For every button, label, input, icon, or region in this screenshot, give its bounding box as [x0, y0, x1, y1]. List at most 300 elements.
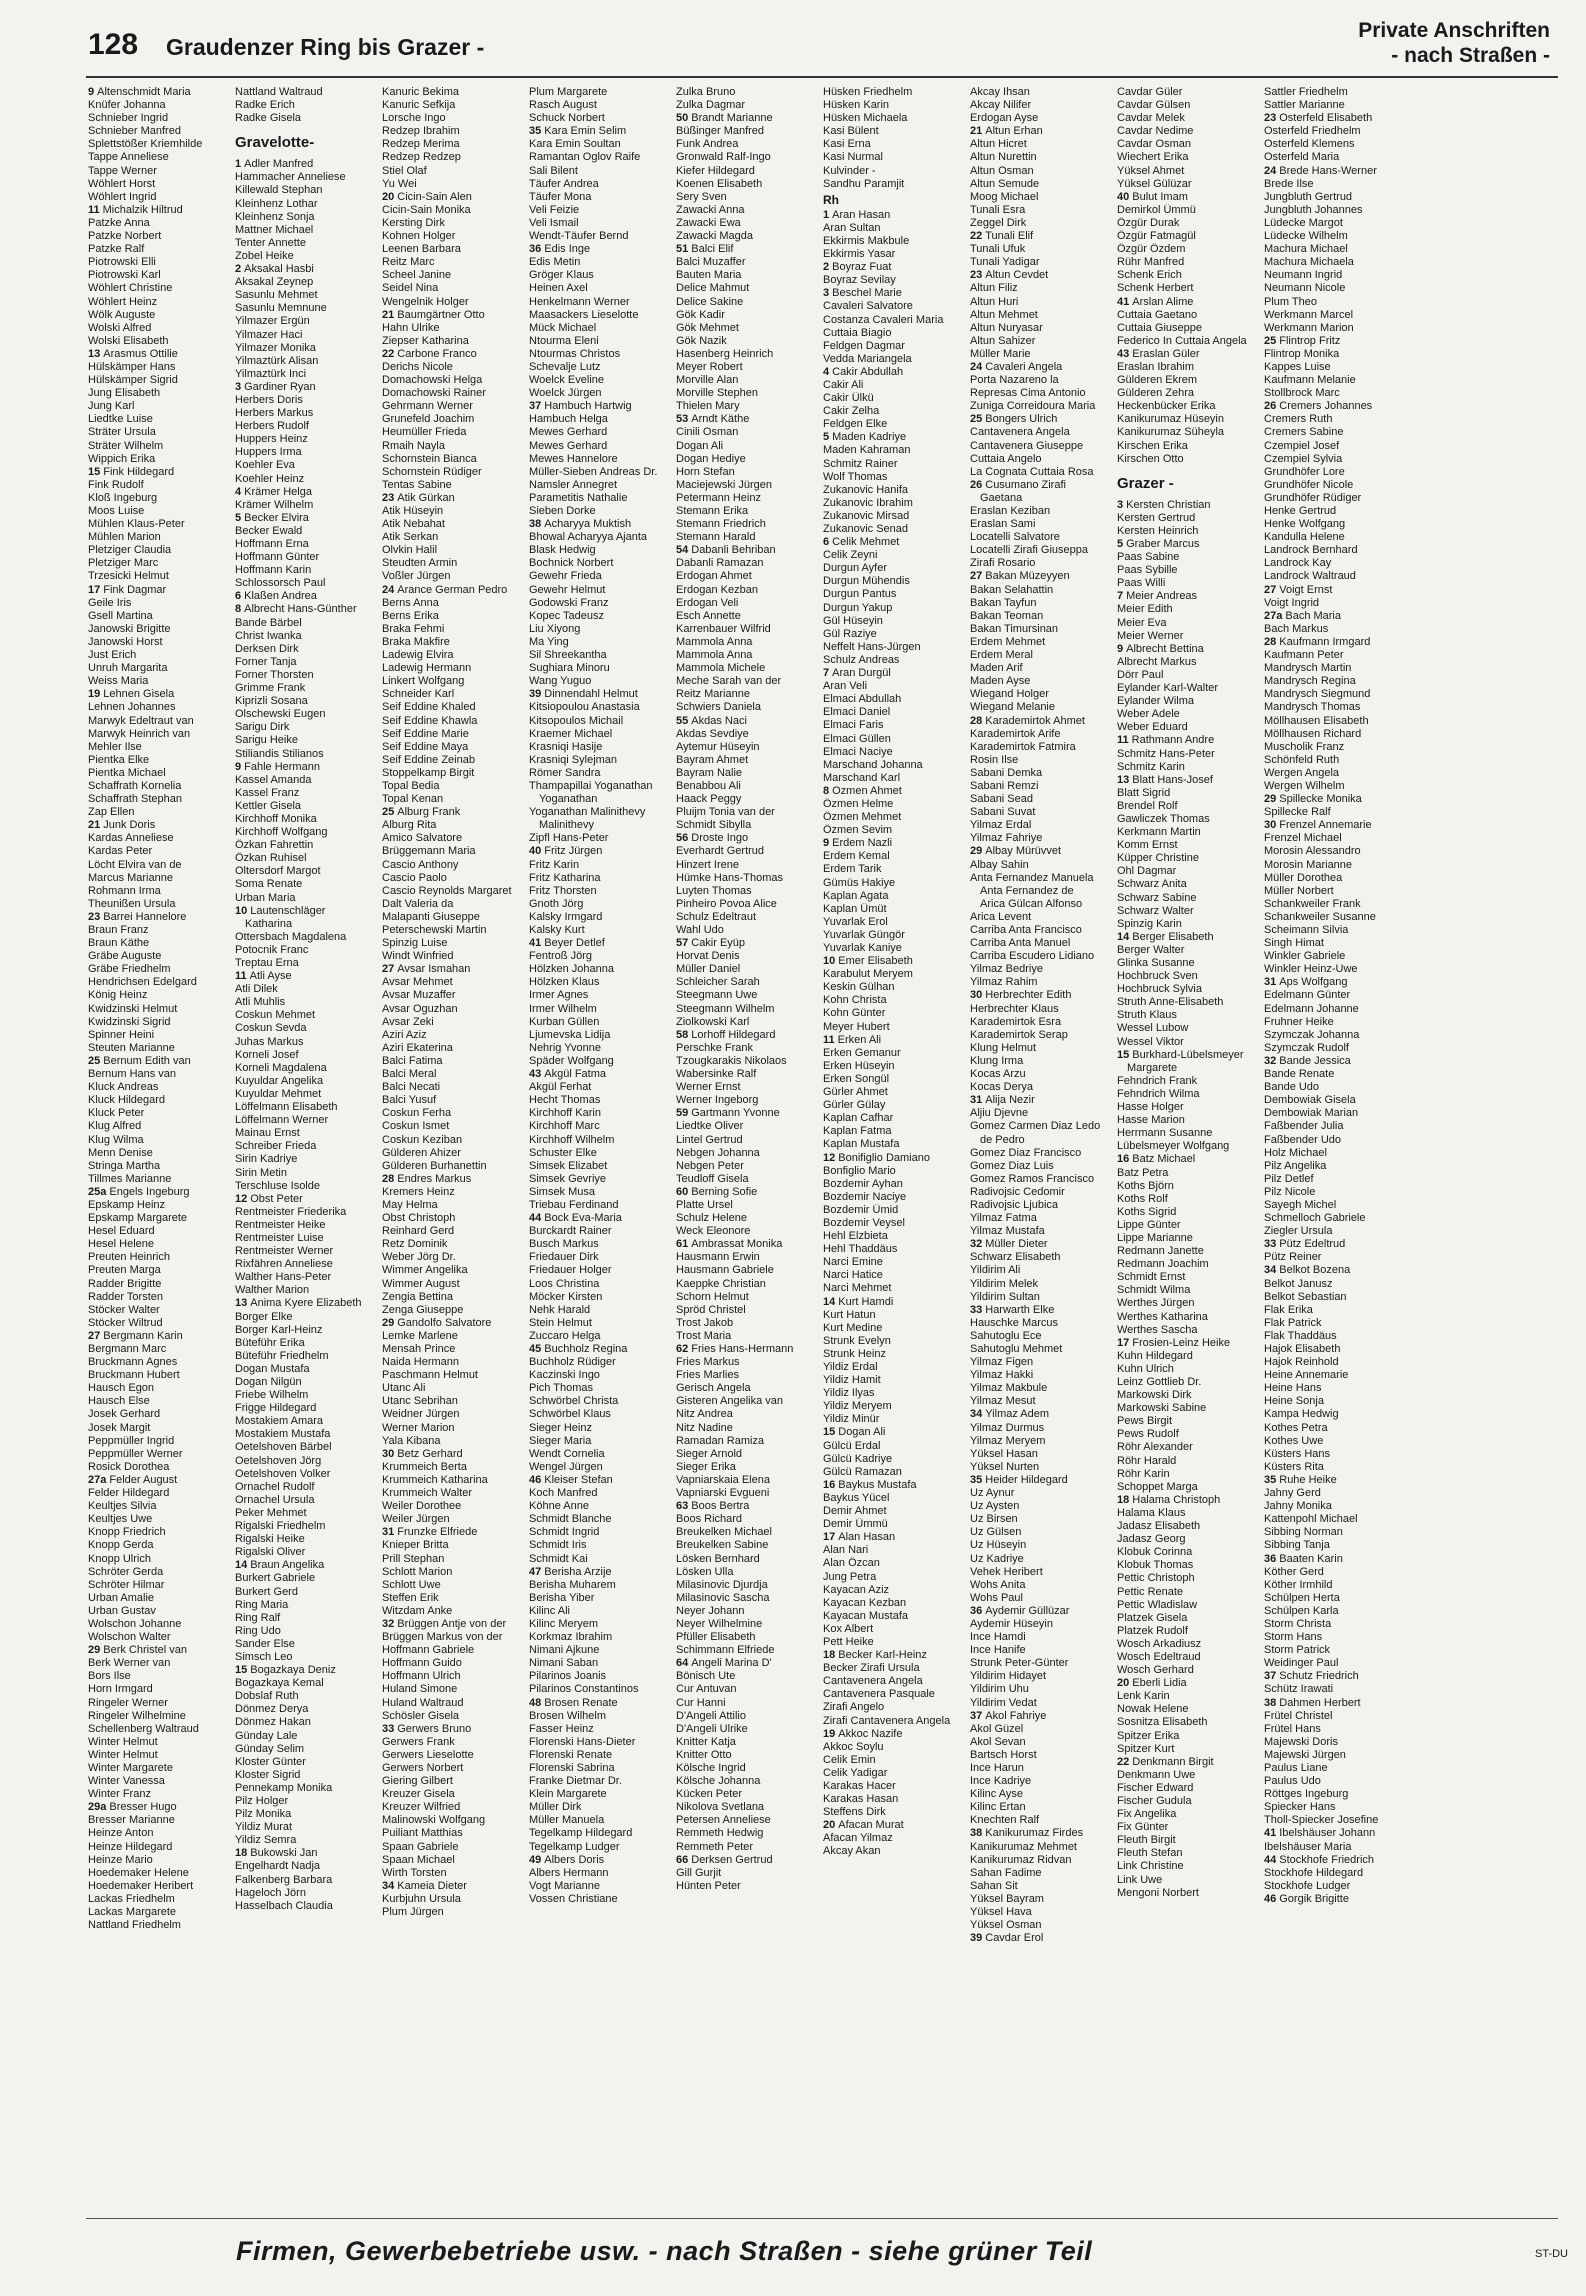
resident-name: Werner Marion — [382, 1421, 455, 1434]
directory-entry — [88, 675, 229, 688]
house-number: 36 — [529, 243, 542, 256]
directory-entry — [88, 1173, 229, 1186]
directory-entry — [529, 701, 670, 714]
directory-entry — [970, 1827, 1111, 1840]
directory-entry — [823, 1322, 964, 1335]
directory-entry — [970, 688, 1111, 701]
directory-entry — [382, 570, 523, 583]
directory-entry — [529, 1094, 670, 1107]
directory-entry — [382, 859, 523, 872]
directory-entry — [970, 466, 1111, 479]
directory-entry — [382, 1487, 523, 1500]
directory-entry — [382, 911, 523, 924]
resident-name: Kalsky Kurt — [529, 924, 585, 936]
directory-entry — [1264, 793, 1405, 806]
directory-entry — [970, 636, 1111, 649]
resident-name: Steegmann Uwe — [676, 989, 758, 1002]
resident-name: Özkan Fahrettin — [235, 839, 314, 852]
directory-entry — [382, 1356, 523, 1369]
house-number: 22 — [970, 230, 983, 243]
resident-name: Moos Luise — [88, 505, 145, 517]
directory-entry — [529, 309, 670, 322]
resident-name: Nehrig Yvonne — [529, 1041, 601, 1054]
resident-name: Lorhoff Hildegard — [691, 1028, 776, 1041]
directory-entry — [1264, 584, 1405, 597]
directory-entry — [1264, 1710, 1405, 1723]
directory-entry — [529, 1291, 670, 1304]
directory-entry — [235, 538, 376, 551]
resident-name: Yildiz Meryem — [823, 1400, 892, 1413]
resident-name: Malinithevy — [539, 819, 595, 832]
directory-entry — [382, 243, 523, 256]
resident-name: Yilmaz Mesut — [970, 1395, 1036, 1408]
directory-entry — [529, 1160, 670, 1173]
resident-name: Tegelkamp Ludger — [529, 1840, 620, 1853]
directory-entry — [1117, 387, 1258, 400]
resident-name: Wirth Torsten — [382, 1866, 447, 1879]
resident-name: Cantavenera Angela — [970, 426, 1070, 439]
resident-name: Berns Erika — [382, 609, 439, 622]
resident-name: Möllhausen Richard — [1264, 727, 1362, 740]
directory-entry — [88, 1369, 229, 1382]
directory-entry — [382, 1055, 523, 1068]
resident-name: Wolschon Johanne — [88, 1617, 182, 1630]
resident-name: Sosnitza Elisabeth — [1117, 1716, 1208, 1729]
directory-entry — [676, 1304, 817, 1317]
directory-entry — [529, 1644, 670, 1657]
directory-entry — [88, 950, 229, 963]
directory-entry — [382, 1605, 523, 1618]
directory-entry — [676, 793, 817, 806]
resident-name: Pütz Reiner — [1264, 1251, 1322, 1264]
directory-entry — [88, 1592, 229, 1605]
resident-name: Schevalje Lutz — [529, 360, 601, 373]
directory-entry — [529, 1566, 670, 1579]
resident-name: Avsar Ismahan — [397, 963, 471, 976]
directory-entry — [88, 1317, 229, 1330]
directory-entry — [235, 276, 376, 289]
resident-name: Erken Gemanur — [823, 1046, 901, 1059]
house-number: 51 — [676, 243, 689, 256]
directory-entry — [1117, 1258, 1258, 1271]
resident-name: Sattler Friedhelm — [1264, 86, 1348, 98]
resident-name: Braun Franz — [88, 924, 149, 936]
resident-name: Kwidzinski Helmut — [88, 1002, 178, 1015]
directory-entry — [88, 191, 229, 204]
resident-name: Berger Walter — [1117, 943, 1185, 956]
directory-entry — [235, 1586, 376, 1599]
directory-entry — [88, 86, 229, 99]
directory-entry — [529, 1147, 670, 1160]
resident-name: Lintel Gertrud — [676, 1133, 743, 1146]
resident-name: Gök Mehmet — [676, 321, 739, 334]
directory-entry — [235, 1219, 376, 1232]
resident-name: Cicin-Sain Alen — [397, 190, 472, 203]
resident-name: Avsar Muzaffer — [382, 989, 456, 1002]
resident-name: Kiefer Hildegard — [676, 164, 755, 177]
directory-entry — [676, 767, 817, 780]
directory-column-5 — [676, 86, 823, 2190]
resident-name: Aziri Ekaterina — [382, 1041, 453, 1054]
resident-name: Link Uwe — [1117, 1873, 1163, 1886]
directory-entry — [1264, 518, 1405, 531]
resident-name: Marcus Marianne — [88, 871, 173, 884]
resident-name: Eylander Wilma — [1117, 695, 1195, 708]
directory-entry — [1264, 374, 1405, 387]
resident-name: Herbrechter Edith — [985, 989, 1072, 1002]
directory-entry — [382, 623, 523, 636]
resident-name: Gerwers Bruno — [397, 1722, 472, 1735]
resident-name: Flintrop Monika — [1264, 347, 1340, 360]
resident-name: Özgür Fatmagül — [1117, 230, 1196, 243]
resident-name: Sahan Sit — [970, 1879, 1018, 1892]
directory-entry — [1117, 852, 1258, 865]
directory-entry — [823, 719, 964, 732]
house-number: 17 — [823, 1531, 836, 1544]
directory-entry — [823, 1793, 964, 1806]
resident-name: Büteführ Friedhelm — [235, 1349, 329, 1362]
resident-name: Kasi Nurmal — [823, 151, 883, 164]
directory-entry — [1117, 1481, 1258, 1494]
directory-entry — [382, 1697, 523, 1710]
house-number: 54 — [676, 544, 689, 557]
directory-entry — [1264, 1304, 1405, 1317]
directory-entry — [823, 458, 964, 471]
directory-entry — [1117, 1153, 1258, 1166]
directory-entry — [1264, 1238, 1405, 1251]
directory-entry — [1117, 1533, 1258, 1546]
resident-name: Dobslaf Ruth — [235, 1690, 299, 1703]
directory-entry — [88, 1448, 229, 1461]
directory-entry — [676, 440, 817, 453]
directory-entry — [1117, 1075, 1258, 1088]
directory-entry — [1117, 217, 1258, 230]
resident-name: Sahutoglu Mehmet — [970, 1343, 1063, 1355]
resident-name: Gülcü Kadriye — [823, 1452, 893, 1465]
resident-name: Gürler Ahmet — [823, 1086, 888, 1099]
resident-name: Gawliczek Thomas — [1117, 812, 1210, 825]
resident-name: Gerwers Frank — [382, 1735, 455, 1748]
resident-name: Kohnen Holger — [382, 230, 456, 243]
directory-entry — [1117, 1350, 1258, 1363]
resident-name: Winkler Heinz-Uwe — [1264, 963, 1358, 976]
directory-entry — [823, 1165, 964, 1178]
directory-entry — [235, 577, 376, 590]
directory-entry — [823, 1099, 964, 1112]
resident-name: Hoffmann Erna — [235, 538, 309, 550]
directory-entry — [88, 400, 229, 413]
directory-entry — [970, 845, 1111, 858]
resident-name: Droste Ingo — [691, 832, 749, 845]
resident-name: Zeggel Dirk — [970, 216, 1027, 229]
resident-name: Gartmann Yvonne — [691, 1107, 780, 1120]
resident-name: Edelmann Günter — [1264, 989, 1351, 1002]
directory-entry — [1264, 1749, 1405, 1762]
directory-entry — [88, 1120, 229, 1133]
directory-entry — [1264, 1120, 1405, 1133]
resident-name: Sibbing Tanja — [1264, 1539, 1330, 1552]
resident-name: Wolski Elisabeth — [88, 334, 169, 347]
directory-entry — [823, 1138, 964, 1151]
directory-entry — [88, 754, 229, 767]
resident-name: Wimmer Angelika — [382, 1264, 468, 1277]
directory-entry — [235, 1874, 376, 1887]
resident-name: Weidner Jürgen — [382, 1408, 460, 1421]
house-number: 18 — [1117, 1493, 1130, 1506]
directory-entry — [676, 151, 817, 164]
resident-name: Winter Helmut — [88, 1735, 158, 1748]
resident-name: Weiss Maria — [88, 675, 149, 688]
resident-name: Nattland Waltraud — [235, 86, 323, 98]
directory-entry — [823, 392, 964, 405]
resident-name: Felder August — [109, 1473, 178, 1486]
directory-entry — [1117, 230, 1258, 243]
house-number: 10 — [823, 955, 836, 968]
house-number: 14 — [1117, 930, 1130, 943]
directory-entry — [970, 151, 1111, 164]
resident-name: Yilmaztürk Inci — [235, 367, 307, 380]
directory-entry — [1117, 1795, 1258, 1808]
directory-entry — [382, 1880, 523, 1893]
resident-name: Kanikurumaz Hüseyin — [1117, 413, 1224, 426]
directory-entry — [1117, 1101, 1258, 1114]
resident-name: Klein Margarete — [529, 1788, 607, 1801]
directory-entry — [88, 1107, 229, 1120]
resident-name: Bach Markus — [1264, 622, 1329, 635]
resident-name: Rigalski Oliver — [235, 1546, 306, 1559]
directory-entry — [1117, 525, 1258, 538]
resident-name: Herbers Doris — [235, 393, 303, 406]
directory-entry — [823, 1492, 964, 1505]
resident-name: Redmann Janette — [1117, 1245, 1204, 1258]
directory-entry — [88, 335, 229, 348]
resident-name: Burkert Gabriele — [235, 1572, 316, 1585]
directory-entry — [676, 138, 817, 151]
directory-entry — [382, 1199, 523, 1212]
directory-entry — [970, 1356, 1111, 1369]
resident-name: Link Christine — [1117, 1860, 1184, 1873]
directory-entry — [970, 505, 1111, 518]
directory-entry — [382, 1553, 523, 1566]
directory-entry — [970, 1893, 1111, 1906]
directory-entry — [1264, 989, 1405, 1002]
resident-name: Coskun Ferha — [382, 1107, 452, 1120]
house-number: 12 — [235, 1192, 248, 1205]
resident-name: Mühlen Marion — [88, 531, 161, 544]
resident-name: Schwörbel Christa — [529, 1395, 619, 1408]
house-number: 46 — [1264, 1892, 1277, 1905]
resident-name: Kaplan Cafhar — [823, 1112, 894, 1125]
house-number: 29 — [1264, 793, 1277, 806]
resident-name: Hoffmann Gabriele — [382, 1644, 475, 1657]
directory-entry — [235, 996, 376, 1009]
resident-name: Brandt Marianne — [691, 112, 773, 125]
directory-entry — [970, 1304, 1111, 1317]
resident-name: Hendrichsen Edelgard — [88, 976, 197, 989]
resident-name: Petersen Anneliese — [676, 1814, 771, 1827]
directory-entry — [823, 641, 964, 654]
resident-name: Herrmann Susanne — [1117, 1127, 1213, 1140]
directory-entry — [382, 819, 523, 832]
directory-entry — [676, 1435, 817, 1448]
resident-name: Pett Heike — [823, 1635, 874, 1648]
resident-name: Burckardt Rainer — [529, 1225, 612, 1238]
resident-name: Cakir Ali — [823, 378, 864, 391]
house-number: 37 — [970, 1709, 983, 1722]
resident-name: Klobuk Corinna — [1117, 1546, 1193, 1559]
directory-entry — [970, 898, 1111, 911]
resident-name: Fink Dagmar — [103, 583, 167, 596]
directory-entry — [1117, 957, 1258, 970]
directory-entry — [1117, 564, 1258, 577]
directory-entry — [1117, 99, 1258, 112]
resident-name: Akcay Nilifer — [970, 99, 1032, 112]
resident-name: Malapanti Giuseppe — [382, 910, 480, 923]
directory-entry — [1264, 728, 1405, 741]
house-number: 24 — [970, 360, 983, 373]
directory-entry — [235, 1153, 376, 1166]
resident-name: Dalt Valeria da — [382, 897, 454, 910]
directory-entry — [88, 1330, 229, 1343]
directory-entry — [1117, 1572, 1258, 1585]
resident-name: Kraemer Michael — [529, 727, 613, 740]
directory-entry — [1264, 1356, 1405, 1369]
resident-name: Paschmann Helmut — [382, 1369, 478, 1382]
directory-entry — [382, 872, 523, 885]
resident-name: Schornstein Rüdiger — [382, 465, 482, 478]
resident-name: Geile Iris — [88, 596, 132, 609]
directory-entry — [88, 1395, 229, 1408]
house-number: 21 — [382, 308, 395, 321]
resident-name: Machura Michael — [1264, 243, 1348, 256]
directory-entry — [382, 754, 523, 767]
house-number: 21 — [88, 819, 101, 832]
directory-entry — [823, 353, 964, 366]
directory-entry — [382, 741, 523, 754]
directory-entry — [676, 282, 817, 295]
directory-entry — [823, 916, 964, 929]
directory-entry — [382, 1173, 523, 1186]
resident-name: Klung Helmut — [970, 1041, 1037, 1054]
directory-entry — [676, 1513, 817, 1526]
resident-name: Struth Anne-Elisabeth — [1117, 996, 1224, 1009]
resident-name: Wahl Udo — [676, 924, 724, 936]
directory-entry — [382, 1657, 523, 1670]
directory-entry — [1264, 1893, 1405, 1906]
resident-name: Scheel Janine — [382, 269, 452, 282]
resident-name: Yildirim Uhu — [970, 1683, 1029, 1696]
directory-entry — [676, 1330, 817, 1343]
directory-entry — [676, 1238, 817, 1251]
resident-name: Müller Manuela — [529, 1814, 605, 1827]
resident-name: Karakas Hacer — [823, 1780, 896, 1792]
resident-name: Ntourmas Christos — [529, 347, 621, 360]
resident-name: Gerwers Norbert — [382, 1762, 464, 1774]
directory-entry — [1264, 125, 1405, 138]
resident-name: Röhr Karin — [1117, 1467, 1170, 1480]
directory-entry — [1117, 1599, 1258, 1612]
resident-name: Gronwald Ralf-Ingo — [676, 151, 771, 164]
directory-entry — [1264, 178, 1405, 191]
resident-name: Koths Björn — [1117, 1179, 1174, 1192]
directory-entry — [1117, 774, 1258, 787]
directory-entry — [529, 1592, 670, 1605]
resident-name: Forner Thorsten — [235, 668, 314, 681]
house-number: 9 — [1117, 642, 1124, 655]
directory-entry — [1117, 1389, 1258, 1402]
resident-name: Meier Werner — [1117, 629, 1184, 642]
resident-name: Fahle Hermann — [244, 760, 320, 773]
directory-entry — [1117, 1677, 1258, 1690]
directory-entry — [529, 819, 670, 832]
directory-entry — [88, 832, 229, 845]
house-number: 30 — [970, 989, 983, 1002]
directory-entry — [1117, 748, 1258, 761]
directory-entry — [823, 274, 964, 287]
resident-name: Kuyuldar Mehmet — [235, 1087, 322, 1100]
resident-name: Delice Mahmut — [676, 282, 750, 295]
resident-name: Möllhausen Elisabeth — [1264, 714, 1369, 727]
directory-entry — [1264, 1134, 1405, 1147]
resident-name: Anta Fernandez de — [980, 884, 1074, 897]
resident-name: Godowski Franz — [529, 596, 609, 609]
directory-entry — [88, 1487, 229, 1500]
directory-entry — [235, 1311, 376, 1324]
resident-name: Yüksel Gülüzar — [1117, 177, 1192, 190]
resident-name: Storm Christa — [1264, 1617, 1332, 1630]
directory-entry — [235, 237, 376, 250]
directory-entry — [823, 287, 964, 300]
directory-entry — [823, 1191, 964, 1204]
directory-entry — [88, 688, 229, 701]
resident-name: Harwarth Elke — [985, 1303, 1055, 1316]
directory-entry — [970, 361, 1111, 374]
directory-entry — [88, 1055, 229, 1068]
resident-name: Werner Ernst — [676, 1081, 741, 1094]
resident-name: Bergmann Marc — [88, 1343, 167, 1355]
directory-entry — [88, 806, 229, 819]
resident-name: Celik Zeyni — [823, 549, 878, 562]
house-number: 29 — [382, 1316, 395, 1329]
house-number: 66 — [676, 1853, 689, 1866]
resident-name: Brendel Rolf — [1117, 799, 1178, 812]
resident-name: Kreuzer Wilfried — [382, 1801, 461, 1814]
resident-name: Ramadan Ramiza — [676, 1434, 765, 1447]
resident-name: Yildiz Minür — [823, 1413, 880, 1426]
resident-name: Kox Albert — [823, 1622, 874, 1635]
directory-entry — [529, 1657, 670, 1670]
directory-entry — [676, 1081, 817, 1094]
resident-name: Kirchhoff Monika — [235, 812, 317, 825]
resident-name: Derichs Nicole — [382, 360, 453, 373]
directory-entry — [970, 309, 1111, 322]
directory-entry — [1264, 937, 1405, 950]
resident-name: Bozdemir Ümid — [823, 1203, 899, 1216]
directory-entry — [970, 767, 1111, 780]
resident-name: Hasselbach Claudia — [235, 1899, 333, 1912]
resident-name: Heumüller Frieda — [382, 426, 467, 439]
directory-entry — [1264, 1736, 1405, 1749]
resident-name: Trzesicki Helmut — [88, 570, 169, 583]
resident-name: Eraslan Keziban — [970, 505, 1051, 517]
directory-entry — [529, 1775, 670, 1788]
resident-name: Lenk Karin — [1117, 1690, 1170, 1703]
resident-name: Cascio Anthony — [382, 858, 459, 871]
resident-name: Boos Richard — [676, 1513, 743, 1526]
resident-name: Erdem Nazli — [832, 837, 893, 850]
resident-name: Yoganathan — [539, 793, 598, 806]
directory-entry — [1264, 348, 1405, 361]
